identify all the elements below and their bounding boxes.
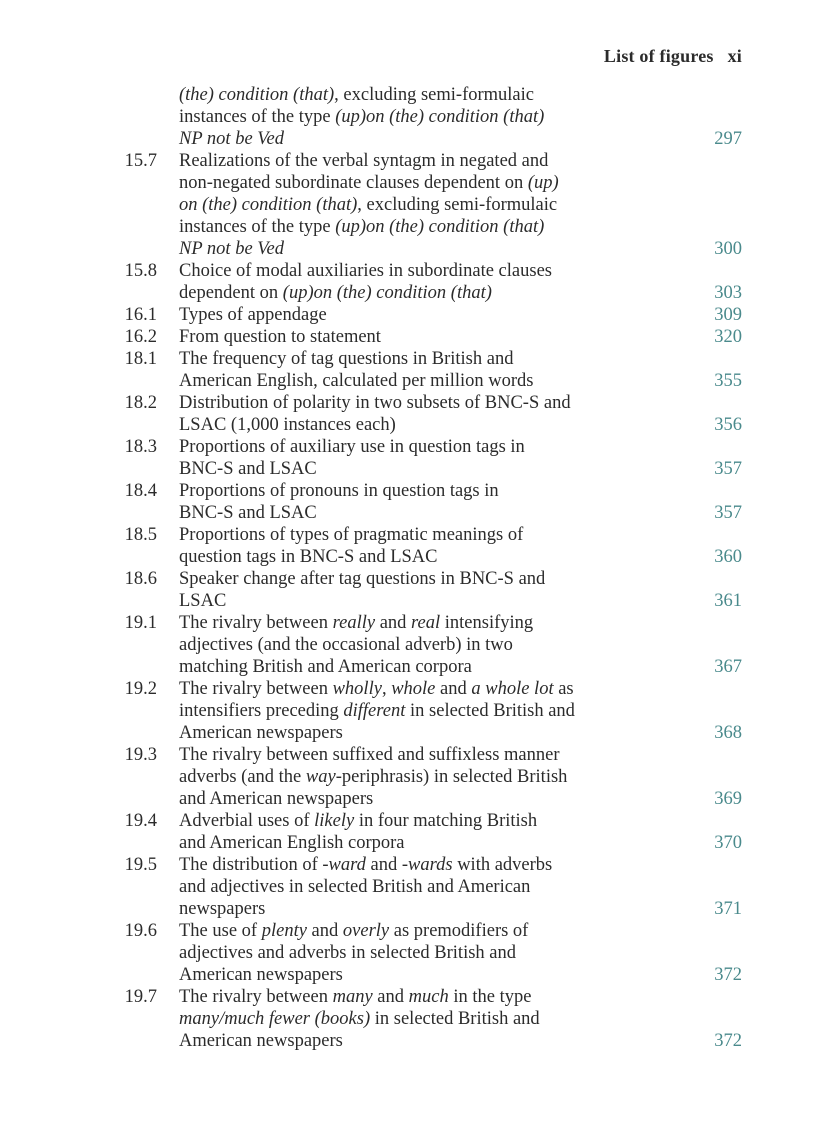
figure-number: 19.5 xyxy=(124,855,157,875)
text-segment: non-negated subordinate clauses dependent on xyxy=(179,173,528,193)
text-segment: The rivalry between xyxy=(179,679,333,699)
text-segment: Proportions of auxiliary use in question tags in xyxy=(179,437,525,457)
running-head xyxy=(604,46,742,67)
figure-title-line xyxy=(179,304,629,326)
figure-title-line xyxy=(179,326,629,348)
page-number: 361 xyxy=(714,591,742,611)
figure-number: 18.5 xyxy=(124,525,157,545)
figure-title xyxy=(179,392,629,436)
figure-title-line xyxy=(179,678,629,700)
text-segment: and xyxy=(375,613,412,633)
figure-title-line xyxy=(179,480,629,502)
figure-entry xyxy=(120,568,742,612)
figure-title-line xyxy=(179,986,629,1008)
text-segment: matching British and American corpora xyxy=(179,657,472,677)
text-segment: instances of the type xyxy=(179,217,336,237)
figure-title-line xyxy=(179,524,629,546)
figure-number: 18.2 xyxy=(124,393,157,413)
text-segment: American newspapers xyxy=(179,965,343,985)
figure-title xyxy=(179,480,629,524)
figure-title xyxy=(179,150,629,260)
figure-title-line xyxy=(179,656,629,678)
page-number: 371 xyxy=(714,899,742,919)
text-segment: adjectives (and the occasional adverb) in two xyxy=(179,635,513,655)
figure-title-line xyxy=(179,1008,629,1030)
text-segment: and xyxy=(365,855,402,875)
text-segment: LSAC (1,000 instances each) xyxy=(179,415,396,435)
figure-title-line xyxy=(179,172,629,194)
italic-text: (the) condition (that) xyxy=(179,85,335,105)
figure-title xyxy=(179,678,629,744)
text-segment: intensifying xyxy=(440,613,534,633)
text-segment: Adverbial uses of xyxy=(179,811,315,831)
text-segment: The distribution of xyxy=(179,855,323,875)
figure-entry xyxy=(120,480,742,524)
text-segment: and xyxy=(435,679,472,699)
italic-text: way xyxy=(305,767,336,787)
figure-title-line xyxy=(179,876,629,898)
figure-title-line xyxy=(179,106,629,128)
figure-title-line xyxy=(179,216,629,238)
figure-title-line xyxy=(179,832,629,854)
page-number: 367 xyxy=(714,657,742,677)
figure-title-line xyxy=(179,458,629,480)
figure-entry xyxy=(120,678,742,744)
text-segment: as xyxy=(553,679,574,699)
text-segment: newspapers xyxy=(179,899,266,919)
figure-title xyxy=(179,920,629,986)
italic-text: different xyxy=(343,701,406,721)
italic-text: NP not be Ved xyxy=(179,239,284,259)
italic-text: a whole lot xyxy=(471,679,554,699)
text-segment: in selected British and xyxy=(370,1009,540,1029)
figure-title-line xyxy=(179,942,629,964)
figure-title-line xyxy=(179,854,629,876)
figure-entry xyxy=(120,810,742,854)
page-number: 369 xyxy=(714,789,742,809)
figure-entry xyxy=(120,392,742,436)
figure-number: 18.3 xyxy=(124,437,157,457)
figure-number: 18.6 xyxy=(124,569,157,589)
figure-title xyxy=(179,810,629,854)
figure-title xyxy=(179,524,629,568)
figure-title-line xyxy=(179,744,629,766)
text-segment: Realizations of the verbal syntagm in negated and xyxy=(179,151,549,171)
figure-list xyxy=(120,84,742,1052)
italic-text: (up) xyxy=(527,173,559,193)
figure-entry xyxy=(120,854,742,920)
page-number: 303 xyxy=(714,283,742,303)
figure-title-line xyxy=(179,810,629,832)
figure-title-line xyxy=(179,260,629,282)
page-number: 372 xyxy=(714,1031,742,1051)
page-number: 370 xyxy=(714,833,742,853)
figure-number: 19.6 xyxy=(124,921,157,941)
text-segment: -periphrasis) in selected British xyxy=(335,767,568,787)
figure-title-line xyxy=(179,568,629,590)
text-segment: question tags in BNC-S and LSAC xyxy=(179,547,438,567)
figure-title-line xyxy=(179,370,629,392)
text-segment: with adverbs xyxy=(452,855,553,875)
text-segment: and American newspapers xyxy=(179,789,374,809)
italic-text: plenty xyxy=(261,921,307,941)
text-segment: instances of the type xyxy=(179,107,336,127)
text-segment: and xyxy=(372,987,409,1007)
figure-title-line xyxy=(179,634,629,656)
text-segment: as premodifiers of xyxy=(389,921,529,941)
text-segment: Proportions of types of pragmatic meanings of xyxy=(179,525,524,545)
italic-text: -ward xyxy=(322,855,366,875)
text-segment: , excluding semi-formulaic xyxy=(334,85,534,105)
text-segment: Distribution of polarity in two subsets of BNC-S and xyxy=(179,393,571,413)
figure-title-line xyxy=(179,722,629,744)
figure-number: 18.1 xyxy=(124,349,157,369)
italic-text: many/much fewer (books) xyxy=(179,1009,371,1029)
figure-title-line xyxy=(179,612,629,634)
italic-text: much xyxy=(408,987,449,1007)
figure-number: 19.3 xyxy=(124,745,157,765)
figure-entry xyxy=(120,436,742,480)
italic-text: on (the) condition (that) xyxy=(179,195,358,215)
italic-text: many xyxy=(332,987,373,1007)
text-segment: LSAC xyxy=(179,591,227,611)
text-segment: and American English corpora xyxy=(179,833,405,853)
italic-text: (up)on (the) condition (that) xyxy=(282,283,492,303)
text-segment: , excluding semi-formulaic xyxy=(357,195,558,215)
figure-title xyxy=(179,568,629,612)
figure-title xyxy=(179,436,629,480)
text-segment: adverbs (and the xyxy=(179,767,306,787)
italic-text: -wards xyxy=(401,855,453,875)
text-segment: Speaker change after tag questions in BNC-S and xyxy=(179,569,546,589)
page-number: 357 xyxy=(714,503,742,523)
figure-number: 19.4 xyxy=(124,811,157,831)
text-segment: in the type xyxy=(448,987,532,1007)
figure-title-line xyxy=(179,282,629,304)
figure-title xyxy=(179,744,629,810)
text-segment: From question to statement xyxy=(179,327,381,347)
figure-entry xyxy=(120,260,742,304)
italic-text: (up)on (the) condition (that) xyxy=(335,107,545,127)
page-number: 368 xyxy=(714,723,742,743)
text-segment: The rivalry between xyxy=(179,613,333,633)
figure-number: 15.8 xyxy=(124,261,157,281)
figure-title xyxy=(179,84,629,150)
italic-text: wholly xyxy=(332,679,382,699)
figure-entry xyxy=(120,326,742,348)
text-segment: in four matching British xyxy=(354,811,538,831)
figure-title-line xyxy=(179,766,629,788)
italic-text: whole xyxy=(391,679,436,699)
page-number: 355 xyxy=(714,371,742,391)
page-number: 309 xyxy=(714,305,742,325)
page-number: 297 xyxy=(714,129,742,149)
figure-entry xyxy=(120,304,742,326)
page-number: 357 xyxy=(714,459,742,479)
page-number: 356 xyxy=(714,415,742,435)
figure-number: 19.2 xyxy=(124,679,157,699)
figure-title xyxy=(179,348,629,392)
figure-title-line xyxy=(179,150,629,172)
figure-title-line xyxy=(179,788,629,810)
text-segment: BNC-S and LSAC xyxy=(179,459,317,479)
text-segment: Types of appendage xyxy=(179,305,327,325)
figure-title-line xyxy=(179,392,629,414)
text-segment: adjectives and adverbs in selected British and xyxy=(179,943,517,963)
figure-entry xyxy=(120,348,742,392)
figure-number: 19.7 xyxy=(124,987,157,1007)
text-segment: BNC-S and LSAC xyxy=(179,503,317,523)
figure-title xyxy=(179,260,629,304)
text-segment: American English, calculated per million words xyxy=(179,371,534,391)
figure-entry xyxy=(120,612,742,678)
page-number: 320 xyxy=(714,327,742,347)
text-segment: The rivalry between suffixed and suffixless manner xyxy=(179,745,560,765)
italic-text: overly xyxy=(342,921,390,941)
text-segment: and adjectives in selected British and American xyxy=(179,877,531,897)
figure-title-line xyxy=(179,1030,629,1052)
page-number: 372 xyxy=(714,965,742,985)
figure-title xyxy=(179,326,629,348)
figure-title-line xyxy=(179,238,629,260)
text-segment: The rivalry between xyxy=(179,987,333,1007)
text-segment: dependent on xyxy=(179,283,283,303)
figure-entry xyxy=(120,986,742,1052)
text-segment: , xyxy=(381,679,392,699)
text-segment: in selected British and xyxy=(405,701,575,721)
italic-text: likely xyxy=(314,811,355,831)
figure-title-line xyxy=(179,436,629,458)
figure-number: 15.7 xyxy=(124,151,157,171)
running-head-page-number: xi xyxy=(727,46,742,66)
page-number: 300 xyxy=(714,239,742,259)
figure-title-line xyxy=(179,414,629,436)
figure-entry xyxy=(120,150,742,260)
figure-entry xyxy=(120,744,742,810)
figure-title-line xyxy=(179,546,629,568)
text-segment: and xyxy=(306,921,343,941)
text-segment: American newspapers xyxy=(179,723,343,743)
figure-number: 16.2 xyxy=(124,327,157,347)
figure-entry xyxy=(120,84,742,150)
text-segment: Choice of modal auxiliaries in subordinate clauses xyxy=(179,261,552,281)
figure-title-line xyxy=(179,502,629,524)
figure-title-line xyxy=(179,348,629,370)
text-segment: American newspapers xyxy=(179,1031,343,1051)
running-head-title: List of figures xyxy=(603,46,714,66)
figure-title-line xyxy=(179,964,629,986)
figure-number: 19.1 xyxy=(124,613,157,633)
figure-title-line xyxy=(179,84,629,106)
figure-title xyxy=(179,986,629,1052)
figure-title-line xyxy=(179,590,629,612)
figure-title-line xyxy=(179,920,629,942)
figure-entry xyxy=(120,524,742,568)
figure-entry xyxy=(120,920,742,986)
page-number: 360 xyxy=(714,547,742,567)
italic-text: really xyxy=(332,613,376,633)
figure-title-line xyxy=(179,128,629,150)
text-segment: Proportions of pronouns in question tags in xyxy=(179,481,499,501)
italic-text: NP not be Ved xyxy=(179,129,284,149)
text-segment: intensifiers preceding xyxy=(179,701,344,721)
figure-title xyxy=(179,612,629,678)
italic-text: (up)on (the) condition (that) xyxy=(335,217,545,237)
figure-title-line xyxy=(179,898,629,920)
figure-title xyxy=(179,854,629,920)
figure-number: 18.4 xyxy=(124,481,157,501)
figure-title xyxy=(179,304,629,326)
text-segment: The frequency of tag questions in British and xyxy=(179,349,514,369)
figure-title-line xyxy=(179,700,629,722)
italic-text: real xyxy=(411,613,441,633)
text-segment: The use of xyxy=(179,921,262,941)
figure-title-line xyxy=(179,194,629,216)
figure-number: 16.1 xyxy=(124,305,157,325)
